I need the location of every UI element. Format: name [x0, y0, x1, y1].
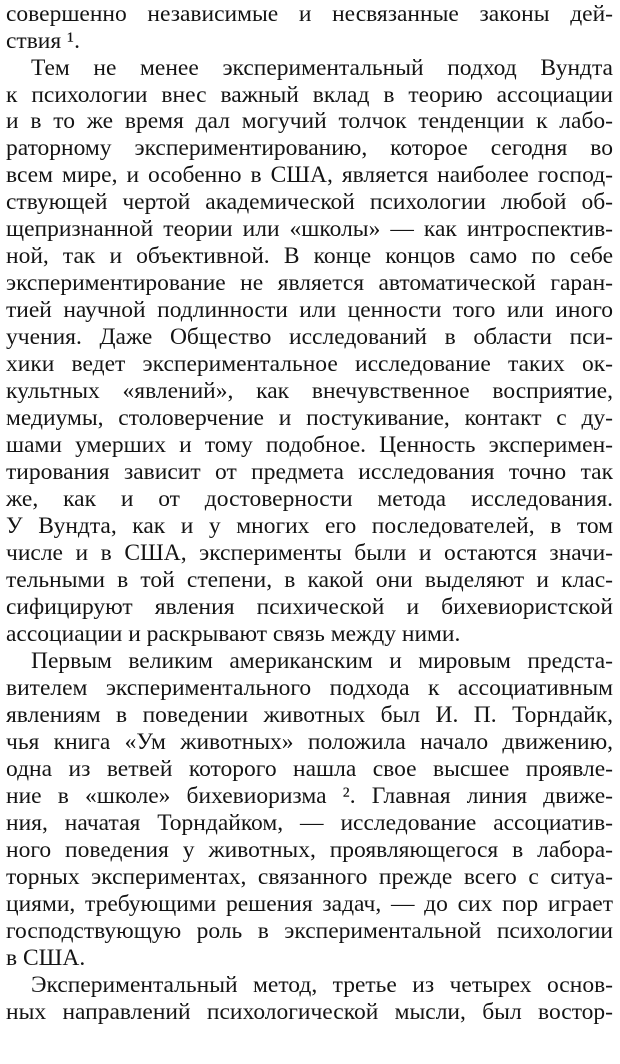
- paragraph-start-line: Первым великим американским и мировым предста-: [31, 648, 613, 674]
- text-line: господствующую роль в экспериментальной психологии: [6, 918, 613, 944]
- text-line: совершенно независимые и несвязанные законы дей-: [6, 1, 613, 27]
- text-line: явлениям в поведении животных был И. П. Торндайк,: [6, 702, 613, 728]
- text-line: шами умерших и тому подобное. Ценность эксперимен-: [6, 432, 613, 458]
- text-line: тией научной подлинности или ценности того или иного: [6, 297, 613, 323]
- text-line: к психологии внес важный вклад в теорию ассоциации: [6, 82, 613, 108]
- text-line: культных «явлений», как внечувственное восприятие,: [6, 378, 613, 404]
- text-line: ассоциации и раскрывают связь между ними.: [6, 621, 461, 647]
- text-line: торных экспериментах, связанного прежде всего с ситуа-: [6, 864, 613, 890]
- text-line: тельными в той степени, в какой они выделяют и клас-: [6, 567, 613, 593]
- text-line: всем мире, и особенно в США, является наиболее господ-: [6, 162, 613, 188]
- text-line: хики ведет экспериментальное исследование таких ок-: [6, 351, 613, 377]
- text-line: вителем экспериментального подхода к ассоциативным: [6, 675, 613, 701]
- text-line: У Вундта, как и у многих его последователей, в том: [6, 513, 613, 539]
- text-line: ной, так и объективной. В конце концов само по себе: [6, 243, 613, 269]
- text-line: ного поведения у животных, проявляющегося в лабора-: [6, 837, 613, 863]
- text-line: ние в «школе» бихевиоризма ². Главная линия движе-: [6, 783, 613, 809]
- paragraph-start-line: Тем не менее экспериментальный подход Вундта: [31, 55, 613, 81]
- text-line: циями, требующими решения задач, — до сих пор играет: [6, 891, 613, 917]
- text-line: учения. Даже Общество исследований в области пси-: [6, 324, 613, 350]
- text-line: числе и в США, эксперименты были и остаются значи-: [6, 540, 613, 566]
- text-line: ных направлений психологической мысли, был востор-: [6, 999, 613, 1025]
- text-line: ствия ¹.: [6, 28, 80, 54]
- text-line: чья книга «Ум животных» положила начало движению,: [6, 729, 613, 755]
- text-line: сифицируют явления психической и бихевиористской: [6, 594, 613, 620]
- text-line: тирования зависит от предмета исследования точно так: [6, 459, 613, 485]
- text-line: ния, начатая Торндайком, — исследование ассоциатив-: [6, 810, 613, 836]
- text-line: и в то же время дал могучий толчок тенденции к лабо-: [6, 108, 613, 134]
- text-line: в США.: [6, 945, 86, 971]
- text-line: щепризнанной теории или «школы» — как интроспектив-: [6, 216, 613, 242]
- paragraph-start-line: Экспериментальный метод, третье из четырех основ-: [31, 972, 613, 998]
- text-line: одна из ветвей которого нашла свое высшее проявле-: [6, 756, 613, 782]
- text-line: же, как и от достоверности метода исследования.: [6, 486, 613, 512]
- text-line: раторному экспериментированию, которое сегодня во: [6, 135, 613, 161]
- text-line: медиумы, столоверчение и постукивание, контакт с ду-: [6, 405, 613, 431]
- text-line: ствующей чертой академической психологии любой об-: [6, 189, 613, 215]
- text-line: экспериментирование не является автоматической гаран-: [6, 270, 613, 296]
